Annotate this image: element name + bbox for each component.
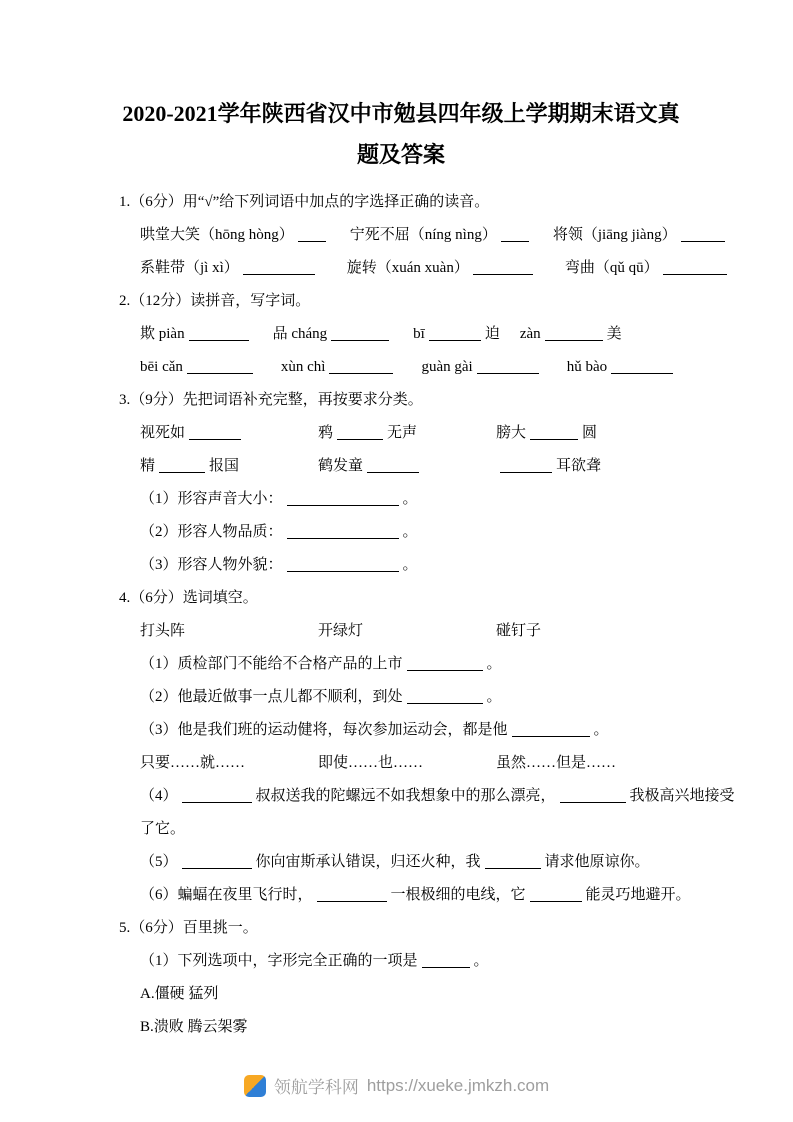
q4-word-options-row	[119, 620, 683, 643]
item-text: 鸦	[318, 425, 334, 441]
word-with-pinyin: 哄堂大笑（hōng hòng）	[140, 227, 294, 243]
pinyin-write-item	[413, 323, 500, 346]
word-with-pinyin: 将领（jiāng jiàng）	[552, 227, 677, 243]
sentence-text: （6）蝙蝠在夜里飞行时，	[140, 887, 313, 903]
q4-heading: 4.（6分）选词填空。	[119, 590, 258, 606]
sentence-text: （1）质检部门不能给不合格产品的上市	[140, 656, 403, 672]
answer-blank	[429, 324, 481, 341]
item-text: bēi cǎn	[140, 359, 183, 375]
pinyin-write-item	[140, 356, 257, 379]
answer-blank	[189, 423, 241, 440]
q1-pinyin-row-2	[119, 257, 683, 280]
page-title	[119, 93, 683, 175]
conjunction-option: 虽然……但是……	[496, 755, 617, 771]
word-with-pinyin: 宁死不屈（níng nìng）	[349, 227, 497, 243]
item-text: 精	[140, 458, 156, 474]
q4-sentence-6	[119, 884, 691, 907]
site-footer	[0, 1073, 793, 1098]
item-text: 无声	[387, 425, 418, 441]
word-with-pinyin: 旋转（xuán xuàn）	[346, 260, 469, 276]
sub-question-text: （3）形容人物外貌：	[140, 557, 283, 573]
idiom-item	[318, 455, 496, 478]
sentence-text: 请求他原谅你。	[544, 854, 650, 870]
answer-blank	[501, 225, 529, 242]
answer-blank	[485, 852, 541, 869]
q5-sub-question-1	[119, 950, 683, 973]
answer-blank	[422, 951, 470, 968]
q4-conjunction-options-row	[119, 752, 683, 775]
answer-blank	[331, 324, 389, 341]
answer-blank	[512, 720, 590, 737]
answer-blank	[243, 258, 315, 275]
conjunction-option: 只要……就……	[140, 755, 246, 771]
sub-question-text: 。	[473, 953, 489, 969]
answer-blank	[287, 489, 399, 506]
pinyin-choice-item	[347, 257, 537, 280]
item-text: 品 cháng	[272, 326, 328, 342]
sub-question-text: （1）形容声音大小：	[140, 491, 283, 507]
q3-heading: 3.（9分）先把词语补充完整，再按要求分类。	[119, 392, 423, 408]
idiom-item	[496, 422, 597, 445]
answer-blank	[473, 258, 533, 275]
item-text: zàn	[519, 326, 541, 342]
answer-blank	[407, 654, 483, 671]
conjunction-option: 即使……也……	[318, 755, 424, 771]
site-url-link[interactable]: https://xueke.jmkzh.com	[366, 1075, 550, 1095]
answer-blank	[159, 456, 205, 473]
sentence-text: 我极高兴地接受	[629, 788, 735, 804]
sentence-text: （5）	[140, 854, 178, 870]
word-with-pinyin: 系鞋带（jì xì）	[140, 260, 239, 276]
answer-blank	[329, 357, 393, 374]
sentence-text: 了它。	[140, 821, 186, 837]
item-text: 圆	[582, 425, 598, 441]
answer-blank	[298, 225, 326, 242]
item-text: 视死如	[140, 425, 186, 441]
word-option: 碰钉子	[496, 623, 542, 639]
q2-write-row-1	[119, 323, 683, 346]
q4-sentence-1	[119, 653, 683, 676]
pinyin-write-item	[520, 323, 622, 346]
sub-question-text: 。	[402, 491, 418, 507]
answer-blank	[182, 852, 252, 869]
word-with-pinyin: 弯曲（qǔ qū）	[564, 260, 659, 276]
answer-blank	[287, 522, 399, 539]
pinyin-choice-item	[140, 224, 330, 247]
q1-heading: 1.（6分）用“√”给下列词语中加点的字选择正确的读音。	[119, 194, 490, 210]
q3-idiom-row-1	[119, 422, 683, 445]
sentence-text: 。	[486, 656, 502, 672]
sub-question-text: 。	[402, 557, 418, 573]
q2-write-row-2	[119, 356, 683, 379]
pinyin-choice-item	[350, 224, 533, 247]
sentence-text: 。	[486, 689, 502, 705]
q3-classify-line-1	[119, 488, 683, 511]
answer-blank	[663, 258, 727, 275]
pinyin-write-item	[421, 356, 542, 379]
idiom-item	[140, 455, 318, 478]
idiom-item	[140, 422, 318, 445]
q5-option-b: B.溃败 腾云架雾	[140, 1019, 248, 1035]
sentence-text: （3）他是我们班的运动健将，每次参加运动会，都是他	[140, 722, 508, 738]
answer-blank	[611, 357, 673, 374]
q3-idiom-row-2	[119, 455, 683, 478]
item-text: 耳欲聋	[556, 458, 602, 474]
q4-sentence-3	[119, 719, 683, 742]
sentence-text: 一根极细的电线，它	[390, 887, 526, 903]
pinyin-choice-item	[553, 224, 729, 247]
word-option: 打头阵	[140, 623, 186, 639]
answer-blank	[182, 786, 252, 803]
answer-blank	[287, 555, 399, 572]
site-logo-icon	[244, 1075, 266, 1097]
title-line-2: 题及答案	[356, 142, 445, 167]
answer-blank	[681, 225, 725, 242]
q5-option-a: A.僵硬 猛列	[140, 986, 219, 1002]
q2-heading: 2.（12分）读拼音，写字词。	[119, 293, 311, 309]
q1-pinyin-row-1	[119, 224, 683, 247]
title-line-1: 2020-2021学年陕西省汉中市勉县四年级上学期期末语文真	[122, 101, 680, 126]
item-text: 迫	[484, 326, 500, 342]
item-text: guàn gài	[421, 359, 473, 375]
answer-blank	[317, 885, 387, 902]
answer-blank	[337, 423, 383, 440]
answer-blank	[477, 357, 539, 374]
pinyin-write-item	[281, 356, 398, 379]
pinyin-write-item	[140, 323, 253, 346]
answer-blank	[560, 786, 626, 803]
answer-blank	[189, 324, 249, 341]
item-text: bī	[413, 326, 425, 342]
q4-sentence-5	[119, 851, 683, 874]
sub-question-text: （2）形容人物品质：	[140, 524, 283, 540]
item-text: hǔ bào	[566, 359, 608, 375]
answer-blank	[407, 687, 483, 704]
sub-question-text: （1）下列选项中，字形完全正确的一项是	[140, 953, 418, 969]
q4-sentence-2	[119, 686, 683, 709]
q4-sentence-4	[119, 785, 735, 808]
q5-heading: 5.（6分）百里挑一。	[119, 920, 258, 936]
sentence-text: （4）	[140, 788, 178, 804]
pinyin-write-item	[567, 356, 677, 379]
word-option: 开绿灯	[318, 623, 364, 639]
item-text: xùn chì	[280, 359, 326, 375]
sentence-text: （2）他最近做事一点儿都不顺利，到处	[140, 689, 403, 705]
item-text: 美	[606, 326, 622, 342]
answer-blank	[187, 357, 253, 374]
pinyin-choice-item	[140, 257, 319, 280]
answer-blank	[530, 423, 578, 440]
sentence-text: 叔叔送我的陀螺远不如我想象中的那么漂亮，	[255, 788, 556, 804]
q3-classify-line-2	[119, 521, 683, 544]
site-name: 领航学科网	[273, 1078, 359, 1097]
item-text: 欺 piàn	[140, 326, 185, 342]
sentence-text: 你向宙斯承认错误，归还火种，我	[255, 854, 481, 870]
answer-blank	[367, 456, 419, 473]
pinyin-write-item	[273, 323, 394, 346]
idiom-item	[318, 422, 496, 445]
sentence-text: 。	[593, 722, 609, 738]
sub-question-text: 。	[402, 524, 418, 540]
item-text: 报国	[209, 458, 240, 474]
item-text: 鹤发童	[318, 458, 364, 474]
item-text: 膀大	[496, 425, 527, 441]
answer-blank	[545, 324, 603, 341]
q3-classify-line-3	[119, 554, 683, 577]
idiom-item	[496, 455, 601, 478]
answer-blank	[500, 456, 552, 473]
answer-blank	[530, 885, 582, 902]
q4-sentence-4-wrap	[119, 818, 683, 841]
sentence-text: 能灵巧地避开。	[585, 887, 691, 903]
pinyin-choice-item	[565, 257, 731, 280]
